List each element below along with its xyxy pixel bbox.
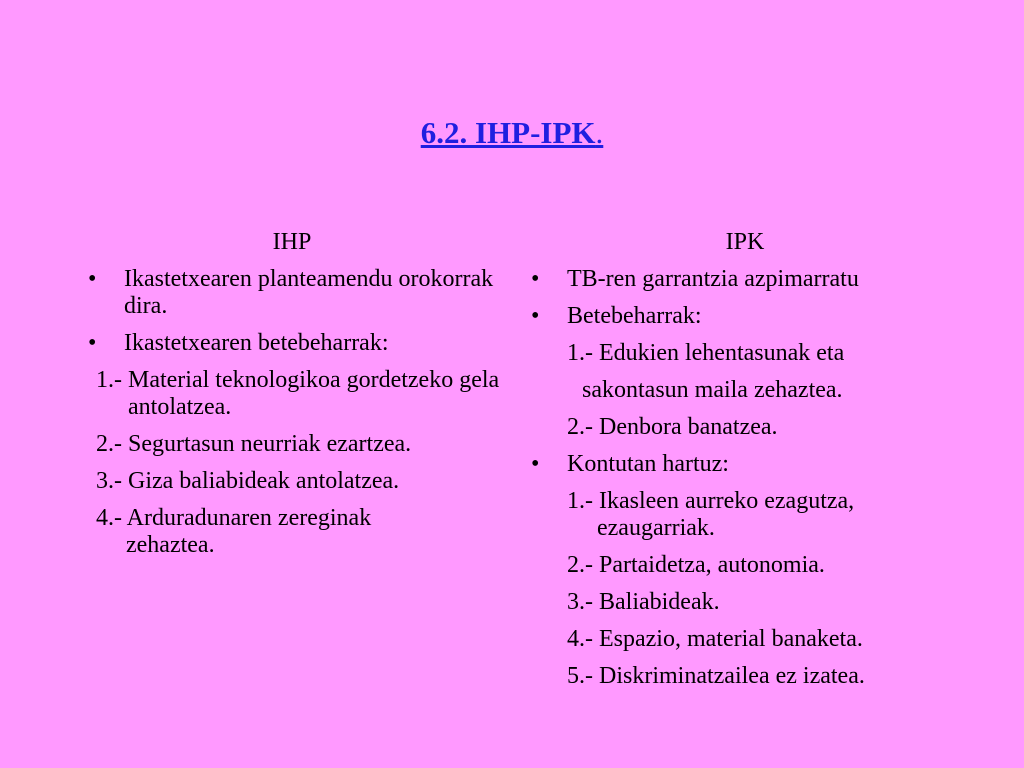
list-item (525, 589, 965, 616)
list-item-text: 1.- Edukien lehentasunak eta (567, 340, 845, 366)
list-item-text: 4.- Arduradunaren zereginak zehaztea. (96, 505, 372, 558)
list-item (82, 266, 502, 320)
list-item-text: sakontasun maila zehaztea. (582, 377, 843, 403)
column-heading-ipk: IPK (725, 229, 765, 255)
bullet-icon: • (531, 451, 540, 477)
list-item (525, 266, 965, 293)
list-item (525, 340, 965, 367)
list-item (82, 468, 502, 495)
slide-title (0, 113, 1024, 153)
bullet-icon: • (531, 303, 540, 329)
list-item-text: TB-ren garrantzia azpimarratu (567, 266, 859, 292)
list-item (82, 505, 502, 559)
bullet-icon: • (88, 330, 97, 356)
column-heading-ihp: IHP (272, 229, 312, 255)
list-item (525, 626, 965, 653)
list-item (525, 552, 965, 579)
bullet-icon: • (88, 266, 97, 292)
list-item-text: 2.- Segurtasun neurriak ezartzea. (96, 431, 412, 457)
list-item (525, 488, 965, 542)
list-item (525, 663, 965, 690)
list-item-text: Ikastetxearen planteamendu orokorrak dira. (124, 266, 494, 319)
list-item (525, 377, 965, 404)
list-item (82, 431, 502, 458)
list-item-text: 5.- Diskriminatzailea ez izatea. (567, 663, 865, 689)
list-item (525, 303, 965, 330)
list-item-text: 1.- Material teknologikoa gordetzeko gela antolatzea. (96, 367, 500, 420)
list-item-text: 3.- Baliabideak. (567, 589, 720, 615)
list-item-text: 3.- Giza baliabideak antolatzea. (96, 468, 400, 494)
slide-title-suffix: . (595, 115, 604, 150)
list-item-text: 4.- Espazio, material banaketa. (567, 626, 863, 652)
slide-title-text: 6.2. IHP-IPK (420, 115, 596, 150)
list-item-text: Ikastetxearen betebeharrak: (124, 330, 389, 356)
list-item (525, 451, 965, 478)
list-item-text: Kontutan hartuz: (567, 451, 729, 477)
bullet-icon: • (531, 266, 540, 292)
column-ipk (525, 229, 965, 700)
list-item-text: 2.- Partaidetza, autonomia. (567, 552, 825, 578)
list-item-text: 2.- Denbora banatzea. (567, 414, 778, 440)
list-item (82, 330, 502, 357)
column-ihp (82, 229, 502, 569)
list-item-text: 1.- Ikasleen aurreko ezagutza, ezaugarriak. (567, 488, 855, 541)
list-item (82, 367, 502, 421)
list-item (525, 414, 965, 441)
list-item-text: Betebeharrak: (567, 303, 702, 329)
